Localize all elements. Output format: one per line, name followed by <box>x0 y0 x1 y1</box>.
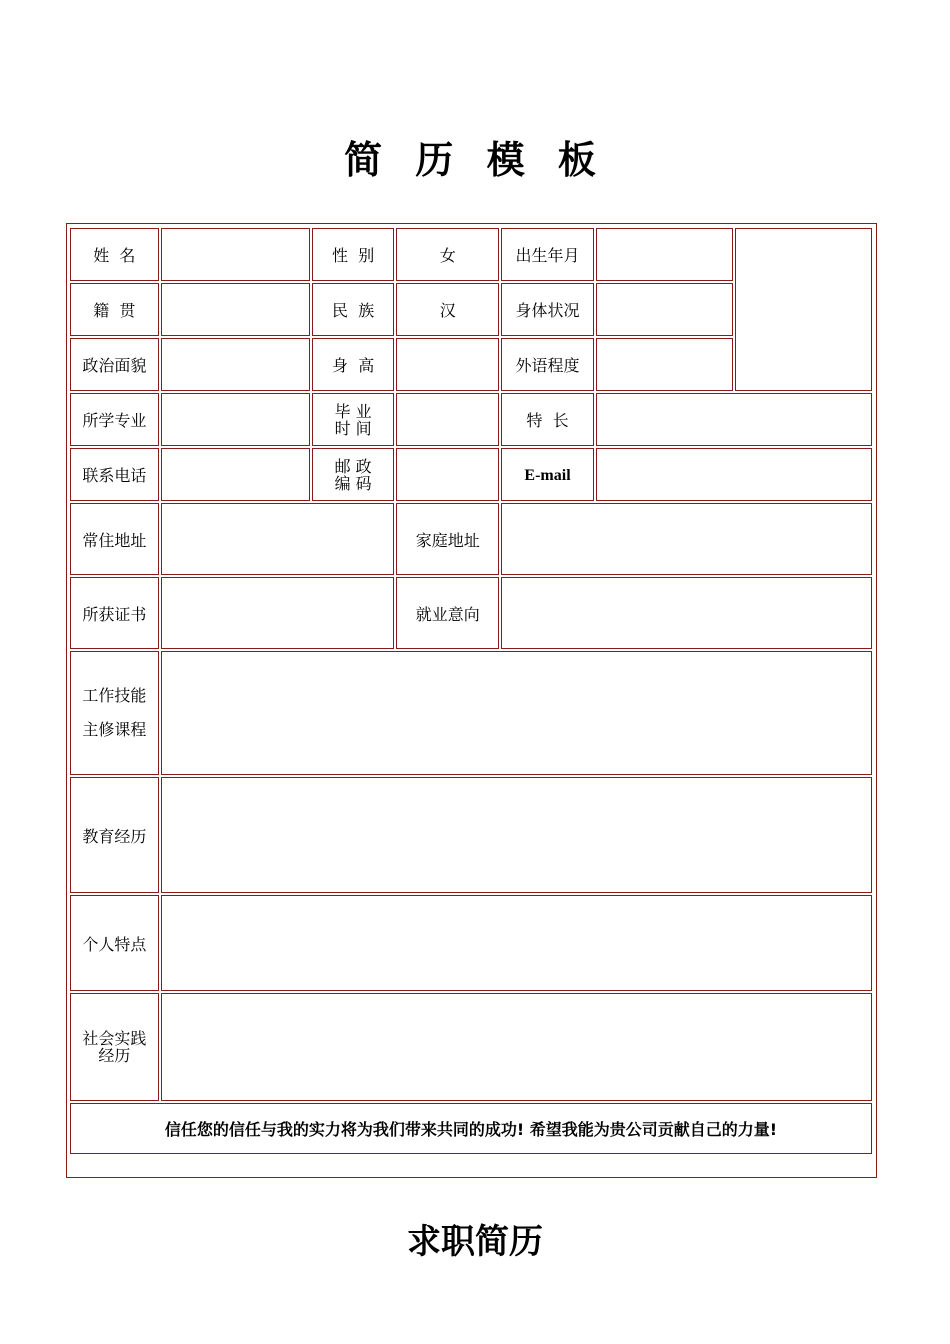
resume-form <box>68 226 874 1156</box>
label-address: 常住地址 <box>70 503 159 575</box>
label-courses: 主修课程 <box>82 720 147 739</box>
field-skills-courses[interactable] <box>161 651 872 775</box>
label-name: 姓 名 <box>70 228 159 281</box>
label-job-intention: 就业意向 <box>396 577 499 649</box>
field-health[interactable] <box>596 283 733 336</box>
label-ethnicity: 民 族 <box>312 283 395 336</box>
label-certificates: 所获证书 <box>70 577 159 649</box>
value-gender[interactable]: 女 <box>396 228 499 281</box>
label-home-address: 家庭地址 <box>396 503 499 575</box>
field-home-address[interactable] <box>501 503 872 575</box>
field-education[interactable] <box>161 777 872 893</box>
field-certificates[interactable] <box>161 577 395 649</box>
label-traits: 个人特点 <box>70 895 159 991</box>
label-practice-line2: 经历 <box>98 1046 131 1065</box>
label-social-practice <box>70 993 159 1101</box>
label-practice-line1: 社会实践 <box>82 1029 147 1048</box>
field-name[interactable] <box>161 228 310 281</box>
field-social-practice[interactable] <box>161 993 872 1101</box>
field-address[interactable] <box>161 503 395 575</box>
section-title: 求职简历 <box>407 1222 543 1262</box>
label-health: 身体状况 <box>501 283 594 336</box>
field-politics[interactable] <box>161 338 310 391</box>
field-phone[interactable] <box>161 448 310 501</box>
label-native-place: 籍 贯 <box>70 283 159 336</box>
label-education: 教育经历 <box>70 777 159 893</box>
label-skills-courses <box>70 651 159 775</box>
label-postal-line2: 编 码 <box>334 473 372 493</box>
label-email: E-mail <box>501 448 594 501</box>
label-graduation-line2: 时 间 <box>334 418 372 438</box>
field-specialty[interactable] <box>596 393 872 446</box>
footer-statement: 信任您的信任与我的实力将为我们带来共同的成功! 希望我能为贵公司贡献自己的力量! <box>70 1103 872 1154</box>
field-language[interactable] <box>596 338 733 391</box>
label-graduation-line1: 毕 业 <box>334 401 372 421</box>
label-birth: 出生年月 <box>501 228 594 281</box>
field-major[interactable] <box>161 393 310 446</box>
field-postal-code[interactable] <box>396 448 499 501</box>
label-gender: 性 别 <box>312 228 395 281</box>
field-birth[interactable] <box>596 228 733 281</box>
label-postal-line1: 邮 政 <box>334 456 372 476</box>
field-graduation-time[interactable] <box>396 393 499 446</box>
label-major: 所学专业 <box>70 393 159 446</box>
field-traits[interactable] <box>161 895 872 991</box>
label-height: 身 高 <box>312 338 395 391</box>
label-postal-code <box>312 448 395 501</box>
value-ethnicity[interactable]: 汉 <box>396 283 499 336</box>
label-specialty: 特 长 <box>501 393 594 446</box>
field-height[interactable] <box>396 338 499 391</box>
page-title: 简 历 模 板 <box>344 138 606 182</box>
field-job-intention[interactable] <box>501 577 872 649</box>
label-language: 外语程度 <box>501 338 594 391</box>
field-native-place[interactable] <box>161 283 310 336</box>
field-email[interactable] <box>596 448 872 501</box>
label-phone: 联系电话 <box>70 448 159 501</box>
label-skills: 工作技能 <box>82 686 147 705</box>
label-graduation-time <box>312 393 395 446</box>
label-politics: 政治面貌 <box>70 338 159 391</box>
photo-box[interactable] <box>735 228 872 391</box>
